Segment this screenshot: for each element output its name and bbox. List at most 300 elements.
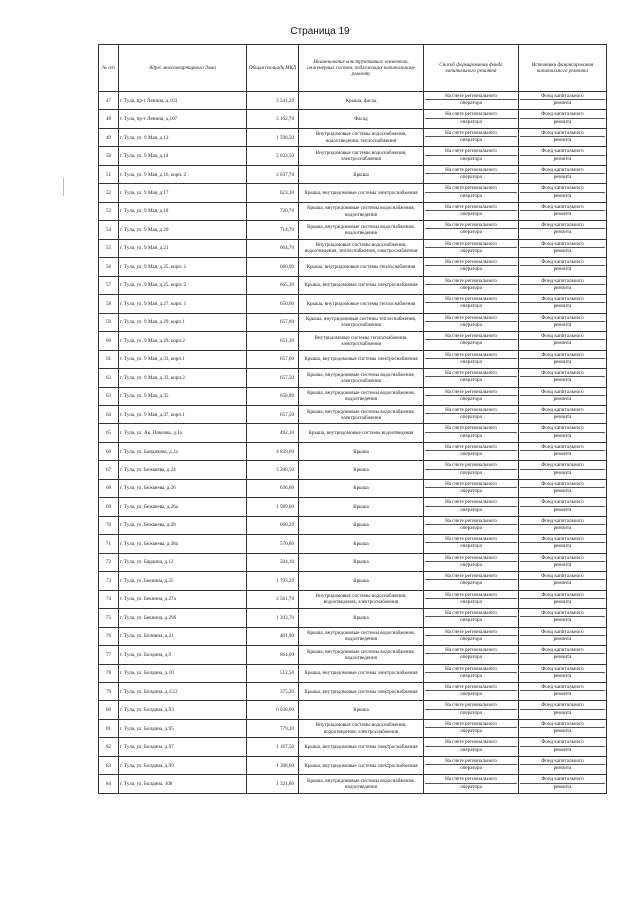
source-line: ремонта: [520, 542, 605, 549]
row-source: [519, 424, 607, 442]
row-number: 63: [99, 387, 119, 405]
row-number: 52: [99, 184, 119, 202]
row-area: 2 037,70: [247, 165, 299, 183]
row-area: 651,30: [247, 332, 299, 350]
source-line: Фонд капитального: [541, 702, 584, 709]
method-line: оператора: [425, 561, 517, 568]
row-source: [519, 92, 607, 110]
source-line: Фонд капитального: [541, 351, 584, 358]
row-address: г. Тула, ул. Болдина, д.9: [119, 646, 247, 664]
table-row: [99, 313, 607, 331]
source-line: ремонта: [520, 653, 605, 660]
row-area: 657,50: [247, 405, 299, 423]
row-method: [424, 442, 519, 460]
source-line: ремонта: [520, 192, 605, 199]
row-source: [519, 442, 607, 460]
row-address: г. Тула, ул. Болдина, 108: [119, 775, 247, 793]
row-address: г. Тула, ул. Болдина, д.10: [119, 664, 247, 682]
method-line: оператора: [425, 506, 517, 513]
row-address: г. Тула, пр-т Ленина, д.107: [119, 110, 247, 128]
row-works: Крыша, внутридомовые системы электроснабжения: [299, 738, 424, 756]
method-line: На счете регионального: [445, 277, 497, 284]
table-row: [99, 295, 607, 313]
row-address: г. Тула, ул. 9 Мая, д.21: [119, 239, 247, 257]
method-line: оператора: [425, 192, 517, 199]
row-method: [424, 590, 519, 608]
row-method: [424, 701, 519, 719]
row-source: [519, 664, 607, 682]
row-area: 2 023,50: [247, 147, 299, 165]
row-source: [519, 572, 607, 590]
source-line: ремонта: [520, 432, 605, 439]
row-works: Крыша, внутридомовые системы электроснабжения: [299, 664, 424, 682]
row-area: 660,20: [247, 516, 299, 534]
row-address: г. Тула, ул. 9 Мая, д.29, корп.2: [119, 332, 247, 350]
source-line: Фонд капитального: [541, 499, 584, 506]
source-line: Фонд капитального: [541, 406, 584, 413]
row-method: [424, 221, 519, 239]
source-line: Фонд капитального: [541, 111, 584, 118]
table-row: [99, 405, 607, 423]
method-line: оператора: [425, 210, 517, 217]
source-line: ремонта: [520, 746, 605, 753]
source-line: Фонд капитального: [541, 739, 584, 746]
method-line: На счете регионального: [445, 425, 497, 432]
method-line: оператора: [425, 99, 517, 106]
table-row: [99, 516, 607, 534]
row-number: 80: [99, 701, 119, 719]
row-area: 1 308,60: [247, 756, 299, 774]
row-source: [519, 479, 607, 497]
row-address: г. Тула, ул. 9 Мая, д.17: [119, 184, 247, 202]
row-address: г. Тула, ул. 9 Мая, д.13: [119, 128, 247, 146]
table-row: [99, 332, 607, 350]
method-line: оператора: [425, 783, 517, 790]
method-line: На счете регионального: [445, 462, 497, 469]
table-row: [99, 424, 607, 442]
source-line: ремонта: [520, 579, 605, 586]
row-address: г. Тула, ул. Бежкеева, д.24: [119, 461, 247, 479]
row-number: 65: [99, 424, 119, 442]
method-line: оператора: [425, 727, 517, 734]
row-method: [424, 405, 519, 423]
source-line: ремонта: [520, 709, 605, 716]
table-row: [99, 147, 607, 165]
table-row: [99, 239, 607, 257]
row-area: 570,80: [247, 535, 299, 553]
method-line: На счете регионального: [445, 702, 497, 709]
method-line: оператора: [425, 136, 517, 143]
row-source: [519, 202, 607, 220]
row-source: [519, 553, 607, 571]
row-number: 73: [99, 572, 119, 590]
source-line: Фонд капитального: [541, 573, 584, 580]
row-source: [519, 627, 607, 645]
row-area: 492,10: [247, 424, 299, 442]
row-number: 81: [99, 719, 119, 737]
row-works: Крыша, внутридомовые системы электроснабжения: [299, 184, 424, 202]
source-line: Фонд капитального: [541, 517, 584, 524]
row-method: [424, 516, 519, 534]
row-works: Крыша: [299, 479, 424, 497]
row-address: г. Тула, ул. 9 Мая, д.29, корп 1: [119, 313, 247, 331]
row-area: 1 793,20: [247, 572, 299, 590]
row-address: г. Тула, ул. Бежкеева, д.26а: [119, 498, 247, 516]
source-line: Фонд капитального: [541, 554, 584, 561]
method-line: оператора: [425, 339, 517, 346]
table-row: [99, 572, 607, 590]
table-row: [99, 202, 607, 220]
source-line: ремонта: [520, 487, 605, 494]
method-line: оператора: [425, 653, 517, 660]
method-line: оператора: [425, 358, 517, 365]
source-line: ремонта: [520, 598, 605, 605]
row-method: [424, 276, 519, 294]
row-number: 60: [99, 332, 119, 350]
row-source: [519, 719, 607, 737]
row-works: Крыша, фасад: [299, 92, 424, 110]
source-line: ремонта: [520, 302, 605, 309]
method-line: На счете регионального: [445, 388, 497, 395]
row-address: г. Тула, ул. 9 Мая, д.25, корп. 1: [119, 258, 247, 276]
source-line: Фонд капитального: [541, 222, 584, 229]
source-line: Фонд капитального: [541, 129, 584, 136]
row-works: Крыша: [299, 535, 424, 553]
method-line: оператора: [425, 635, 517, 642]
table-row: [99, 683, 607, 701]
method-line: На счете регионального: [445, 665, 497, 672]
source-line: Фонд капитального: [541, 314, 584, 321]
row-works: Внутридомовые системы водоснабжения, водоотведения, теплоснабжения, электроснабжения: [299, 239, 424, 257]
source-line: Фонд капитального: [541, 166, 584, 173]
row-works: Крыша, внутридомовые системы теплоснабжения: [299, 295, 424, 313]
row-source: [519, 110, 607, 128]
row-method: [424, 683, 519, 701]
row-method: [424, 239, 519, 257]
row-address: г. Тула, ул. 9 Мая, д.16, корп. 2: [119, 165, 247, 183]
source-line: Фонд капитального: [541, 684, 584, 690]
row-method: [424, 147, 519, 165]
row-number: 68: [99, 479, 119, 497]
row-source: [519, 738, 607, 756]
row-address: г. Тула, ул. Ак. Павлова, д.1а: [119, 424, 247, 442]
source-line: Фонд капитального: [541, 203, 584, 210]
row-address: г. Тула, ул. Болдина, д.93: [119, 701, 247, 719]
table-row: [99, 92, 607, 110]
row-area: 504,10: [247, 553, 299, 571]
method-line: На счете регионального: [445, 185, 497, 192]
row-method: [424, 719, 519, 737]
row-number: 58: [99, 295, 119, 313]
row-area: 1 293,70: [247, 609, 299, 627]
row-works: Крыша, внутридомовые системы электроснабжения: [299, 276, 424, 294]
method-line: На счете регионального: [445, 739, 497, 746]
method-line: оператора: [425, 413, 517, 420]
method-line: На счете регионального: [445, 647, 497, 654]
table-row: [99, 719, 607, 737]
method-line: На счете регионального: [445, 628, 497, 635]
row-works: Крыша: [299, 572, 424, 590]
table-row: [99, 387, 607, 405]
row-area: 1 589,00: [247, 498, 299, 516]
row-method: [424, 756, 519, 774]
table-row: [99, 627, 607, 645]
row-number: 57: [99, 276, 119, 294]
row-address: г. Тула, ул. Болдина, д.15/2: [119, 683, 247, 701]
source-line: ремонта: [520, 99, 605, 106]
row-number: 82: [99, 738, 119, 756]
row-source: [519, 461, 607, 479]
method-line: На счете регионального: [445, 314, 497, 321]
row-works: Крыша, внутридомовые системы электроснабжения: [299, 756, 424, 774]
row-source: [519, 239, 607, 257]
table-row: [99, 756, 607, 774]
source-line: Фонд капитального: [541, 647, 584, 654]
row-number: 77: [99, 646, 119, 664]
row-works: Крыша: [299, 516, 424, 534]
row-number: 64: [99, 405, 119, 423]
row-address: г. Тула, ул. 9 Мая, д.33, корп.1: [119, 350, 247, 368]
table-row: [99, 128, 607, 146]
row-works: Внутридомовые системы теплоснабжения, электроснабжения: [299, 332, 424, 350]
source-line: Фонд капитального: [541, 259, 584, 266]
row-address: г. Тула, ул. Болдина, д.95: [119, 719, 247, 737]
row-method: [424, 165, 519, 183]
row-number: 79: [99, 683, 119, 701]
row-number: 49: [99, 128, 119, 146]
source-line: ремонта: [520, 506, 605, 513]
method-line: На счете регионального: [445, 406, 497, 413]
row-works: Крыша, внутридомовые системы водоснабжения, водоотведения: [299, 202, 424, 220]
row-works: Крыша, внутридомовые системы водоснабжения, водоотведения: [299, 627, 424, 645]
method-line: На счете регионального: [445, 684, 497, 690]
row-number: 61: [99, 350, 119, 368]
source-line: ремонта: [520, 690, 605, 697]
source-line: Фонд капитального: [541, 776, 584, 783]
row-source: [519, 405, 607, 423]
row-address: г. Тула, ул. Бекнина, д.29б: [119, 609, 247, 627]
method-line: На счете регионального: [445, 370, 497, 377]
row-address: г. Тула, ул. Бежкеева, д.38а: [119, 535, 247, 553]
row-method: [424, 461, 519, 479]
row-area: 1 167,50: [247, 738, 299, 756]
row-address: г. Тула, ул. Бекнина, д.25: [119, 572, 247, 590]
row-method: [424, 258, 519, 276]
method-line: оператора: [425, 746, 517, 753]
table-row: [99, 110, 607, 128]
row-area: 658,80: [247, 387, 299, 405]
method-line: На счете регионального: [445, 536, 497, 543]
source-line: ремонта: [520, 228, 605, 235]
method-line: На счете регионального: [445, 351, 497, 358]
source-line: ремонта: [520, 136, 605, 143]
row-number: 76: [99, 627, 119, 645]
row-method: [424, 387, 519, 405]
table-row: [99, 276, 607, 294]
method-line: оператора: [425, 524, 517, 531]
row-number: 66: [99, 442, 119, 460]
row-source: [519, 221, 607, 239]
row-address: г. Тула, ул. 9 Мая, д.33, корп.2: [119, 369, 247, 387]
row-method: [424, 627, 519, 645]
row-area: 3 208,50: [247, 461, 299, 479]
source-line: ремонта: [520, 395, 605, 402]
source-line: Фонд капитального: [541, 185, 584, 192]
table-row: [99, 221, 607, 239]
source-line: Фонд капитального: [541, 591, 584, 598]
row-address: г. Тула, ул. Болдина, д.97: [119, 738, 247, 756]
row-area: 6 038,00: [247, 701, 299, 719]
table-row: [99, 184, 607, 202]
method-line: На счете регионального: [445, 517, 497, 524]
method-line: оператора: [425, 395, 517, 402]
table-row: [99, 535, 607, 553]
table-row: [99, 701, 607, 719]
method-line: оператора: [425, 450, 517, 457]
page-title: Страница 19: [290, 26, 350, 37]
method-line: оператора: [425, 155, 517, 162]
row-number: 51: [99, 165, 119, 183]
row-method: [424, 92, 519, 110]
method-line: оператора: [425, 321, 517, 328]
row-source: [519, 756, 607, 774]
method-line: оператора: [425, 579, 517, 586]
row-method: [424, 350, 519, 368]
table-row: [99, 738, 607, 756]
row-method: [424, 572, 519, 590]
row-area: 375,20: [247, 683, 299, 701]
row-address: г. Тула, ул. 9 Мая, д.37, корп.1: [119, 405, 247, 423]
header-works: Наименование конструктивных элементов, инженерных систем, подлежащих капитальному ремонту: [299, 45, 424, 92]
row-source: [519, 498, 607, 516]
method-line: На счете регионального: [445, 296, 497, 303]
row-area: 864,00: [247, 646, 299, 664]
source-line: Фонд капитального: [541, 93, 584, 99]
row-works: Крыша: [299, 609, 424, 627]
source-line: ремонта: [520, 210, 605, 217]
row-works: Крыша, внутридомовые системы водоснабжения, водоотведения: [299, 387, 424, 405]
row-number: 56: [99, 258, 119, 276]
source-line: ремонта: [520, 561, 605, 568]
row-method: [424, 369, 519, 387]
source-line: Фонд капитального: [541, 443, 584, 450]
method-line: оператора: [425, 284, 517, 291]
source-line: ремонта: [520, 247, 605, 254]
row-source: [519, 590, 607, 608]
table-row: [99, 442, 607, 460]
row-area: 5 162,70: [247, 110, 299, 128]
row-source: [519, 258, 607, 276]
source-line: Фонд капитального: [541, 425, 584, 432]
row-method: [424, 609, 519, 627]
row-area: 657,50: [247, 369, 299, 387]
row-number: 72: [99, 553, 119, 571]
source-line: Фонд капитального: [541, 296, 584, 303]
method-line: оператора: [425, 265, 517, 272]
row-area: 665,30: [247, 276, 299, 294]
method-line: оператора: [425, 228, 517, 235]
method-line: На счете регионального: [445, 129, 497, 136]
row-source: [519, 332, 607, 350]
row-number: 47: [99, 92, 119, 110]
row-method: [424, 184, 519, 202]
row-source: [519, 646, 607, 664]
row-area: 1 321,80: [247, 775, 299, 793]
row-works: Крыша, внутридомовые системы теплоснабжения, электроснабжения: [299, 313, 424, 331]
row-method: [424, 664, 519, 682]
method-line: На счете регионального: [445, 259, 497, 266]
method-line: оператора: [425, 598, 517, 605]
source-line: Фонд капитального: [541, 720, 584, 727]
row-area: 1 598,50: [247, 128, 299, 146]
method-line: На счете регионального: [445, 573, 497, 580]
row-address: г. Тула, ул. Бежкеева, д.28: [119, 516, 247, 534]
method-line: оператора: [425, 173, 517, 180]
row-area: 720,70: [247, 202, 299, 220]
row-works: Крыша, внутридомовые системы теплоснабжения: [299, 258, 424, 276]
row-method: [424, 424, 519, 442]
method-line: оператора: [425, 542, 517, 549]
method-line: оператора: [425, 247, 517, 254]
source-line: Фонд капитального: [541, 480, 584, 487]
row-number: 70: [99, 516, 119, 534]
row-number: 78: [99, 664, 119, 682]
row-address: г. Тула, ул. Бежкеева, д.26: [119, 479, 247, 497]
method-line: оператора: [425, 469, 517, 476]
source-line: ремонта: [520, 118, 605, 125]
table-row: [99, 165, 607, 183]
row-source: [519, 535, 607, 553]
source-line: ремонта: [520, 284, 605, 291]
row-address: г. Тула, ул. 9 Мая, д.18: [119, 202, 247, 220]
row-address: г. Тула, ул. 9 Мая, д.27, корп. 1: [119, 295, 247, 313]
row-address: г. Тула, ул. 9 Мая, д.35: [119, 387, 247, 405]
source-line: ремонта: [520, 339, 605, 346]
method-line: На счете регионального: [445, 480, 497, 487]
method-line: На счете регионального: [445, 443, 497, 450]
table-row: [99, 590, 607, 608]
row-area: 2 561,70: [247, 590, 299, 608]
row-source: [519, 775, 607, 793]
row-method: [424, 332, 519, 350]
row-number: 71: [99, 535, 119, 553]
method-line: На счете регионального: [445, 333, 497, 340]
method-line: На счете регионального: [445, 222, 497, 229]
source-line: ремонта: [520, 727, 605, 734]
source-line: ремонта: [520, 265, 605, 272]
row-works: Внутридомовые системы водоснабжения, водоотведения, теплоснабжения: [299, 128, 424, 146]
row-works: Внутридомовые системы водоснабжения, водоотведения, электроснабжения: [299, 719, 424, 737]
row-method: [424, 295, 519, 313]
row-works: Крыша: [299, 553, 424, 571]
row-source: [519, 683, 607, 701]
source-line: ремонта: [520, 616, 605, 623]
source-line: ремонта: [520, 469, 605, 476]
row-works: Внутридомовые системы водоснабжения, электроснабжения: [299, 147, 424, 165]
row-address: г. Тула, ул. Болдина, д.99: [119, 756, 247, 774]
table-row: [99, 258, 607, 276]
source-line: ремонта: [520, 635, 605, 642]
method-line: оператора: [425, 302, 517, 309]
row-source: [519, 128, 607, 146]
table-body: [99, 92, 607, 794]
source-line: ремонта: [520, 413, 605, 420]
row-source: [519, 147, 607, 165]
method-line: оператора: [425, 672, 517, 679]
row-address: г. Тула, ул. 9 Мая, д.25, корп. 2: [119, 276, 247, 294]
row-works: Крыша, внутридомовые системы водоотведения: [299, 424, 424, 442]
row-source: [519, 276, 607, 294]
